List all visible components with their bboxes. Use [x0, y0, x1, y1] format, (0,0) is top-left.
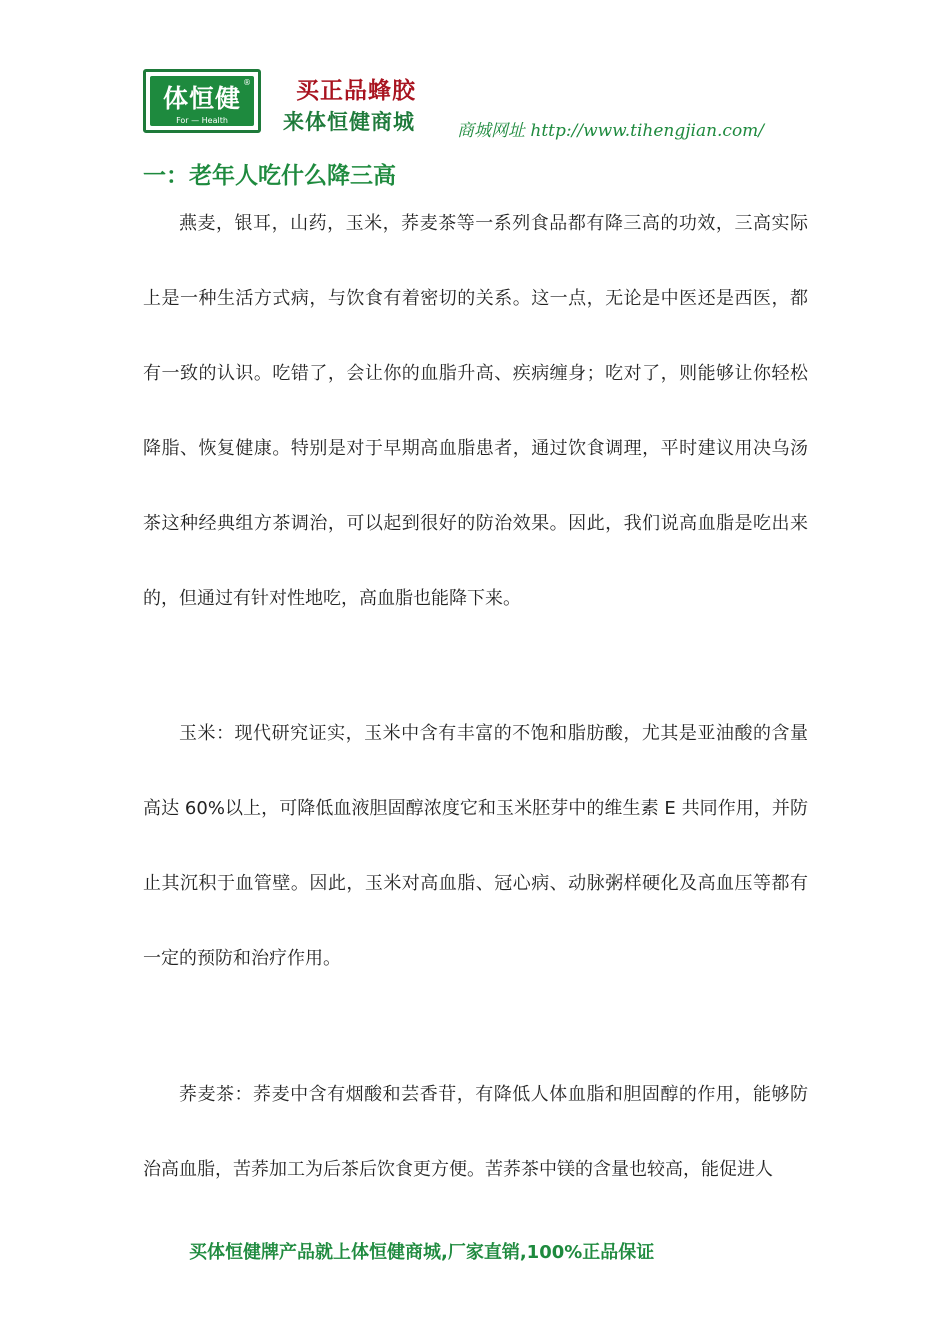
mall-url-link[interactable]: 商城网址 http://www.tihengjian.com/: [457, 121, 765, 141]
paragraph-buckwheat-tea: 荞麦茶：荞麦中含有烟酸和芸香苷，有降低人体血脂和胆固醇的作用，能够防治高血脂，苦荞加工为后茶后饮食更方便。苦荞茶中镁的含量也较高，能促进人: [143, 1084, 808, 1180]
page-header: [0, 0, 950, 150]
logo-tagline: For — Health: [176, 116, 228, 125]
paragraph-corn: 玉米：现代研究证实，玉米中含有丰富的不饱和脂肪酸，尤其是亚油酸的含量高达 60%以上，可降低血液胆固醇浓度它和玉米胚芽中的维生素 E 共同作用，并防止其沉积于血管壁。因此，玉米对高血脂、冠心病、动脉粥样硬化及高血压等都有一定的预防和治疗作用。: [143, 723, 808, 969]
logo-background: [150, 76, 254, 126]
logo-text: 体恒健: [162, 84, 241, 113]
brand-logo[interactable]: [143, 69, 261, 133]
registered-mark-icon: ®: [243, 78, 251, 87]
section-title: 一：老年人吃什么降三高: [143, 163, 396, 189]
slogan-line-1: 买正品蜂胶: [296, 78, 416, 104]
footer-promo: 买体恒健牌产品就上体恒健商城,厂家直销,100%正品保证: [189, 1242, 655, 1263]
paragraph-intro: 燕麦，银耳，山药，玉米，荞麦茶等一系列食品都有降三高的功效，三高实际上是一种生活方式病，与饮食有着密切的关系。这一点，无论是中医还是西医，都有一致的认识。吃错了，会让你的血脂升高、疾病缠身；吃对了，则能够让你轻松降脂、恢复健康。特别是对于早期高血脂患者，通过饮食调理，平时建议用决乌汤茶这种经典组方茶调治，可以起到很好的防治效果。因此，我们说高血脂是吃出来的，但通过有针对性地吃，高血脂也能降下来。: [143, 213, 808, 609]
slogan-line-2: 来体恒健商城: [283, 110, 415, 134]
